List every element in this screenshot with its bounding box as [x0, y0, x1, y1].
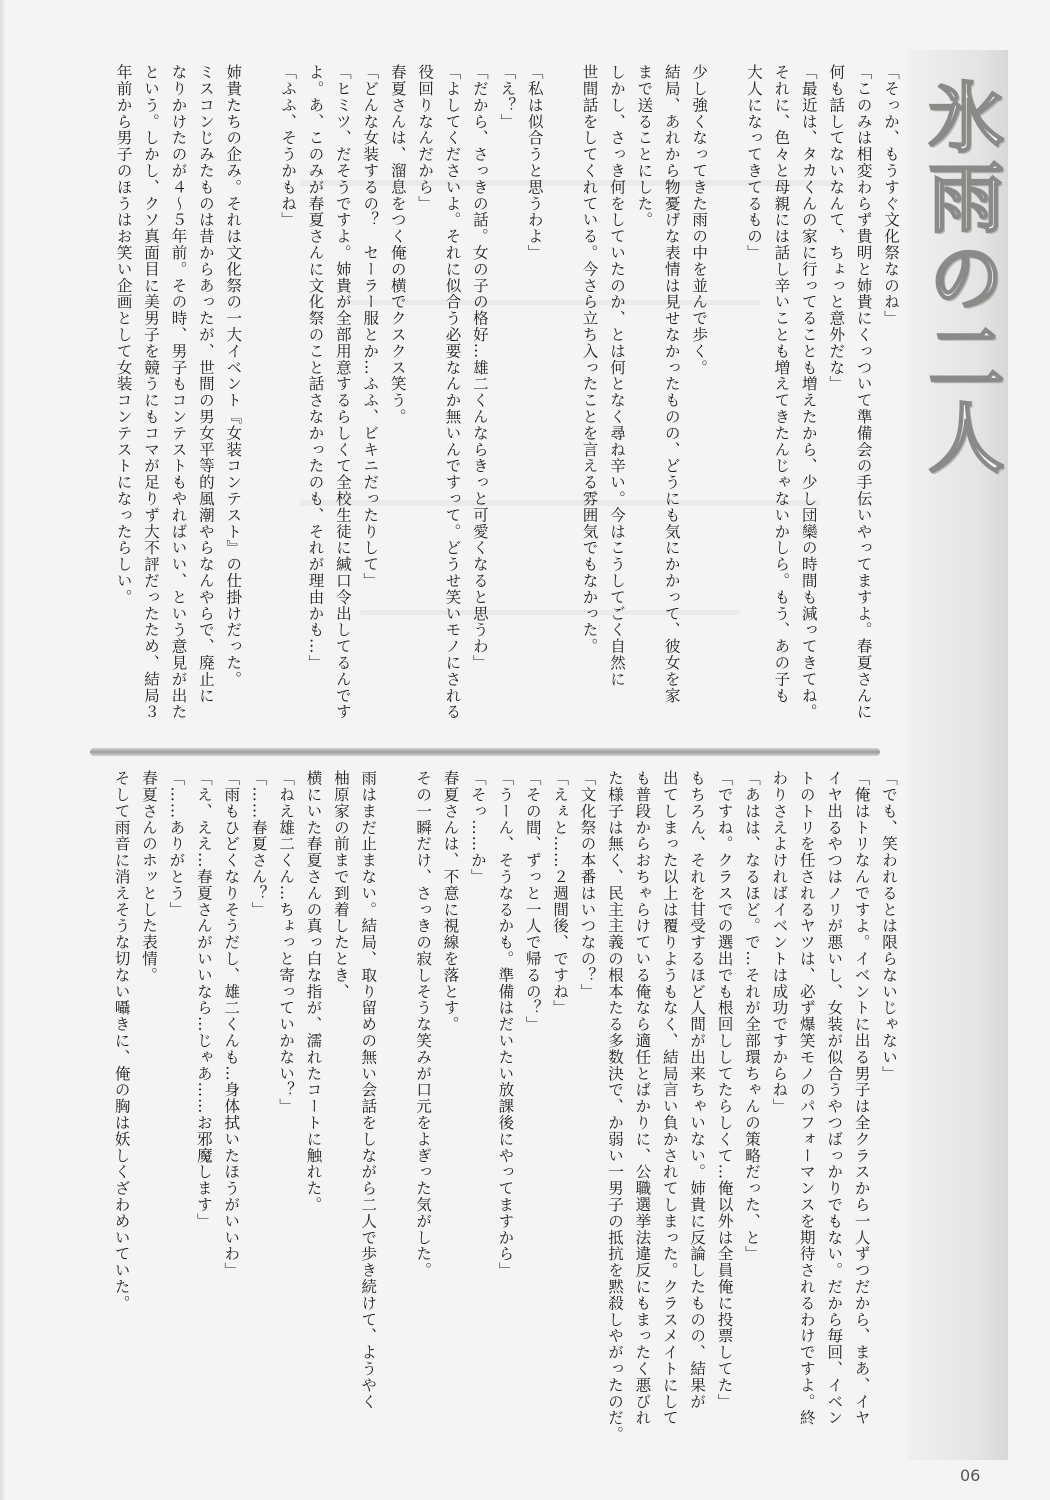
- text-line: イヤ出るやつはノリが悪いし、女装が似合うやつばっかりでもない。だから毎回、イベン: [825, 770, 844, 1426]
- text-line: 柚原家の前まで到着したとき、: [331, 770, 350, 1000]
- text-line: という。しかし、クソ真面目に美男子を競うにもコマが足りず大不評だったため、結局３: [142, 64, 161, 720]
- text-line: 雨はまだ止まない。結局、取り留めの無い会話をしながら二人で歩き続けて、ようやく: [359, 770, 378, 1410]
- text-line: 「ですね。クラスでの選出でも根回ししてたらしくて…俺以外は全員俺に投票してた」: [715, 770, 734, 1410]
- text-line: なりかけたのが４～５年前。その時、男子もコンテストもやればいい、という意見が出た: [169, 64, 188, 720]
- text-line: 「俺はトリなんですよ。イベントに出る男子は全クラスから一人ずつだから、まあ、イヤ: [852, 770, 871, 1426]
- text-line: 「え？」: [498, 64, 517, 130]
- text-line: 「だから、さっきの話。女の子の格好…雄二くんならきっと可愛くなると思うわ」: [470, 64, 489, 671]
- text-line: 「その間、ずっと一人で帰るの？」: [523, 770, 542, 1033]
- text-line: 「雨もひどくなりそうだし、雄二くんも…身体拭いたほうがいいわ」: [222, 770, 241, 1279]
- text-line: [712, 64, 739, 724]
- text-line: 「えぇと……２週間後、ですね」: [551, 770, 570, 1016]
- text-line: [381, 770, 408, 1450]
- text-line: [246, 64, 273, 724]
- text-line: 「文化祭の本番はいつなの？」: [578, 770, 597, 1000]
- text-line: 年前から男子のほうはお笑い企画として女装コンテストになったらしい。: [114, 64, 133, 606]
- text-line: そして雨音に消えそうな切ない囁きに、俺の胸は妖しくざわめいていた。: [112, 770, 131, 1312]
- text-line: 「どんな女装するの？ セーラー服とか…ふふ、ビキニだったりして」: [361, 64, 380, 589]
- scan-edge-shadow: [0, 0, 6, 1500]
- text-block-lower: [60, 770, 902, 1450]
- text-line: 「そっ……か」: [468, 770, 487, 885]
- text-line: 大人になってきてるもの」: [744, 64, 763, 261]
- text-block-upper: [68, 64, 904, 724]
- text-line: 「……ありがとう」: [167, 770, 186, 918]
- text-line: ミスコンじみたものは昔からあったが、世間の男女平等的風潮やらなんやらで、廃止に: [196, 64, 215, 704]
- text-line: 何も話してないなんて、ちょっと意外だな」: [827, 64, 846, 392]
- page-number: 06: [960, 1466, 981, 1485]
- text-line: 「私は似合うと思うわよ」: [525, 64, 544, 261]
- text-line: 世間話をしてくれている。今さら立ち入ったことを言える雰囲気でもなかった。: [580, 64, 599, 655]
- text-line: 「ねえ雄二くん…ちょっと寄っていかない？」: [277, 770, 296, 1115]
- section-divider: [90, 748, 880, 756]
- text-line: トのトリを任されるヤツは、必ず爆笑モノのパフォーマンスを期待されるわけですよ。終: [797, 770, 816, 1426]
- story-title: 氷雨の二人: [916, 78, 1005, 478]
- text-line: 少し強くなってきた雨の中を並んで歩く。: [690, 64, 709, 376]
- text-line: 「このみは相変わらず貴明と姉貴にくっついて準備会の手伝いやってますよ。春夏さんに: [854, 64, 873, 720]
- text-line: 「え、ええ…春夏さんがいいなら…じゃあ……お邪魔します」: [194, 770, 213, 1230]
- text-line: 「……春夏さん？」: [249, 770, 268, 918]
- text-line: 結局、あれから物憂げな表情は見せなかったものの、どうにも気にかかって、彼女を家: [662, 64, 681, 704]
- text-line: 「そっか、もうすぐ文化祭なのね」: [882, 64, 900, 327]
- text-line: わりさえよければイベントは成功ですからね」: [770, 770, 789, 1115]
- text-line: その一瞬だけ、さっきの寂しそうな笑みが口元をよぎった気がした。: [414, 770, 433, 1279]
- text-line: 「ヒミツ、だそうですよ。姉貴が全部用意するらしくて全校生徒に緘口令出してるんです: [333, 64, 352, 720]
- text-line: 「最近は、タカくんの家に行ってることも増えたから、少し団欒の時間も減ってきてね。: [799, 64, 818, 720]
- text-line: 「よしてくださいよ。それに似合う必要なんか無いんですって。どうせ笑いモノにされる: [443, 64, 462, 720]
- text-line: 姉貴たちの企み。それは文化祭の一大イベント『女装コンテスト』の仕掛けだった。: [224, 64, 243, 688]
- text-line: 春夏さんは、溜息をつく俺の横でクスクス笑う。: [388, 64, 407, 425]
- text-line: よ。あ、このみが春夏さんに文化祭のこと話さなかったのも、それが理由かも…」: [306, 64, 325, 671]
- text-line: 出てしまった以上は覆りようもなく、結局言い負かされてしまった。クラスメイトにして: [660, 770, 679, 1426]
- text-line: もちろん、それを甘受するほど人間が出来ちゃいない。姉貴に反論したものの、結果が: [688, 770, 707, 1410]
- text-line: 「でも、笑われるとは限らないじゃない」: [880, 770, 898, 1082]
- text-line: 役回りなんだから」: [416, 64, 435, 212]
- text-line: 「あはは、なるほど。で…それが全部環ちゃんの策略だった、と」: [742, 770, 761, 1262]
- text-line: た様子は無く、民主主義の根本たる多数決で、か弱い一男子の抵抗を黙殺しやがったのだ。: [605, 770, 624, 1443]
- text-line: 春夏さんは、不意に視線を落とす。: [441, 770, 460, 1033]
- text-line: 横にいた春夏さんの真っ白な指が、濡れたコートに触れた。: [304, 770, 323, 1213]
- text-line: も普段からおちゃらけている俺なら適任とばかりに、公職選挙法違反にもまったく悪びれ: [633, 770, 652, 1426]
- text-line: [548, 64, 575, 724]
- text-line: まで送ることにした。: [635, 64, 654, 228]
- text-line: それに、色々と母親には話し辛いことも増えてきたんじゃないかしら。もう、あの子も: [772, 64, 791, 704]
- text-line: しかし、さっき何をしていたのか、とは何となく尋ね辛い。今はこうしてごく自然に: [607, 64, 626, 688]
- text-line: 春夏さんのホッとした表情。: [140, 770, 159, 984]
- text-line: 「うーん、そうなるかも。準備はだいたい放課後にやってますから」: [496, 770, 515, 1279]
- text-line: 「ふふ、そうかもね」: [279, 64, 298, 228]
